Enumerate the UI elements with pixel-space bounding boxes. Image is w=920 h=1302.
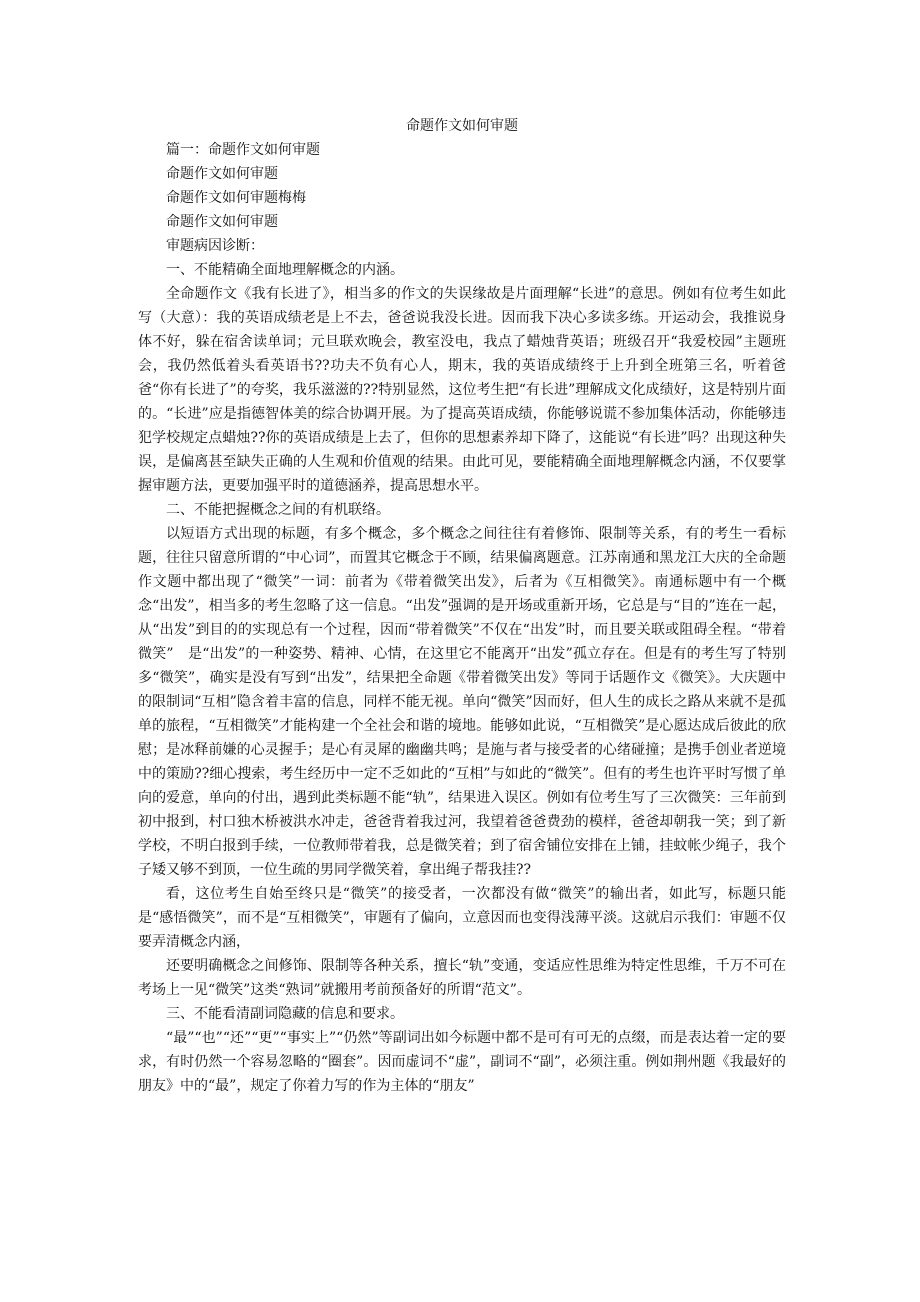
section-3-paragraph: “最”“也”“还”“更”“事实上”“仍然”等副词出如今标题中都不是可有可无的点缀，而是表达着一定的要求，有时仍然一个容易忽略的“圈套”。因而虚词不“虚”，副词不“副”，必须注重。例如荆州题《我最好的朋友》中的“最”，规定了你着力写的作为主体的“朋友” [138,1030,786,1094]
section-2-paragraph: 看，这位考生自始至终只是“微笑”的接受者，一次都没有做“微笑”的输出者，如此写，标题只能是“感悟微笑”，而不是“互相微笑”，审题有了偏向，立意因而也变得浅薄平淡。这就启示我们：审题不仅要弄清概念内涵， [138,886,786,950]
section-heading-3: 三、不能看清副词隐藏的信息和要求。 [166,1006,404,1022]
section-heading-1: 一、不能精确全面地理解概念的内涵。 [166,262,404,278]
section-heading-2: 二、不能把握概念之间的有机联络。 [166,502,390,518]
heading-line: 命题作文如何审题梅梅 [166,190,306,206]
document-title: 命题作文如何审题 [406,118,518,134]
heading-line: 命题作文如何审题 [166,166,278,182]
document-body [138,114,786,1098]
heading-line: 命题作文如何审题 [166,214,278,230]
heading-line: 篇一：命题作文如何审题 [166,142,320,158]
section-1-paragraph: 全命题作文《我有长进了》，相当多的作文的失误缘故是片面理解“长进”的意思。例如有位考生如此写（大意）：我的英语成绩老是上不去，爸爸说我没长进。因而我下决心多读多练。开运动会，我推说身体不好，躲在宿舍读单词；元旦联欢晚会，教室没电，我点了蜡烛背英语；班级召开“我爱校园”主题班会，我仍然低着头看英语书??功夫不负有心人，期末，我的英语成绩终于上升到全班第三名，听着爸爸“你有长进了”的夸奖，我乐滋滋的??特别显然，这位考生把“有长进”理解成文化成绩好，这是特别片面的。“长进”应是指德智体美的综合协调开展。为了提高英语成绩，你能够说谎不参加集体活动，你能够违犯学校规定点蜡烛??你的英语成绩是上去了，但你的思想素养却下降了，这能说“有长进”吗？出现这种失误，是偏离甚至缺失正确的人生观和价值观的结果。由此可见，要能精确全面地理解概念内涵，不仅要掌握审题方法，更要加强平时的道德涵养，提高思想水平。 [138,286,786,494]
section-2-paragraph: 还要明确概念之间修饰、限制等各种关系，擅长“轨”变通，变适应性思维为特定性思维，千万不可在考场上一见“微笑”这类“熟词”就搬用考前预备好的所谓“范文”。 [138,958,786,998]
section-2-paragraph: 以短语方式出现的标题，有多个概念，多个概念之间往往有着修饰、限制等关系，有的考生一看标题，往往只留意所谓的“中心词”，而置其它概念于不顾，结果偏离题意。江苏南通和黑龙江大庆的全命题作文题中都出现了“微笑”一词：前者为《带着微笑出发》，后者为《互相微笑》。南通标题中有一个概念“出发”，相当多的考生忽略了这一信息。“出发”强调的是开场或重新开场，它总是与“目的”连在一起，从“出发”到目的的实现总有一个过程，因而“带着微笑”不仅在“出发”时，而且要关联或阻碍全程。“带着微笑” 是“出发”的一种姿势、精神、心情，在这里它不能离开“出发”孤立存在。但是有的考生写了特别多“微笑”，确实是没有写到“出发”，结果把全命题《带着微笑出发》等同于话题作文《微笑》。大庆题中的限制词“互相”隐含着丰富的信息，同样不能无视。单向“微笑”因而好，但人生的成长之路从来就不是孤单的旅程，“互相微笑”才能构建一个全社会和谐的境地。能够如此说，“互相微笑”是心愿达成后彼此的欣慰；是冰释前嫌的心灵握手；是心有灵犀的幽幽共鸣；是施与者与接受者的心绪碰撞；是携手创业者逆境中的策励??细心搜索，考生经历中一定不乏如此的“互相”与如此的“微笑”。但有的考生也许平时写惯了单向的爱意，单向的付出，遇到此类标题不能“轨”，结果进入误区。例如有位考生写了三次微笑：三年前到初中报到，村口独木桥被洪水冲走，爸爸背着我过河，我望着爸爸费劲的模样，爸爸却朝我一笑；到了新学校，不明白报到手续，一位教师带着我，总是微笑着；到了宿舍铺位安排在上铺，挂蚊帐少绳子，我个子矮又够不到顶，一位生疏的男同学微笑着，拿出绳子帮我挂?? [138,526,786,878]
heading-line: 审题病因诊断： [166,238,264,254]
